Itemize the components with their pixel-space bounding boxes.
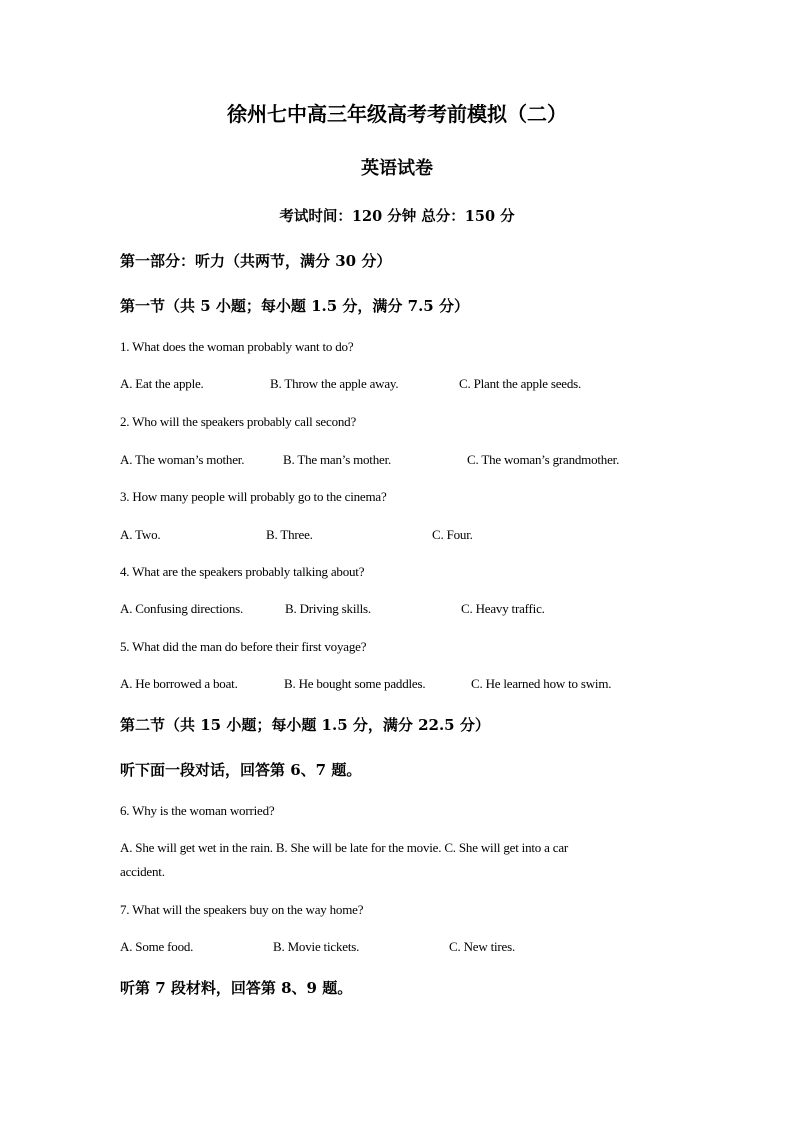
option-b: B. He bought some paddles. <box>284 676 426 691</box>
option-c: C. Four. <box>432 527 473 542</box>
question-stem: 4. What are the speakers probably talking about? <box>120 564 365 579</box>
part-heading: 第一部分：听力（共两节，满分 30 分） <box>120 252 392 270</box>
option-a: A. The woman’s mother. <box>120 452 245 467</box>
options-line: A. She will get wet in the rain. B. She will be late for the movie. C. She will get into a car <box>120 840 569 855</box>
exam-title: 徐州七中高三年级高考考前模拟（二） <box>227 102 567 126</box>
option-c: C. Heavy traffic. <box>461 601 545 616</box>
option-b: B. The man’s mother. <box>283 452 392 467</box>
question-stem: 5. What did the man do before their first voyage? <box>120 639 367 654</box>
option-a: A. Some food. <box>120 939 194 954</box>
exam-info: 考试时间：120 分钟 总分：150 分 <box>279 208 515 225</box>
subject-title: 英语试卷 <box>361 158 433 179</box>
option-c: C. The woman’s grandmother. <box>467 452 620 467</box>
option-a: A. Eat the apple. <box>120 376 204 391</box>
section1-heading: 第一节（共 5 小题；每小题 1.5 分，满分 7.5 分） <box>120 297 469 315</box>
option-b: B. Throw the apple away. <box>270 376 399 391</box>
option-b: B. Driving skills. <box>285 601 371 616</box>
instruction-8-9: 听第 7 段材料，回答第 8、9 题。 <box>120 979 353 997</box>
question-stem: 3. How many people will probably go to the cinema? <box>120 489 387 504</box>
options-line-wrap: accident. <box>120 864 165 879</box>
option-a: A. Confusing directions. <box>120 601 244 616</box>
option-c: C. Plant the apple seeds. <box>459 376 582 391</box>
question-stem: 1. What does the woman probably want to do? <box>120 339 354 354</box>
option-c: C. New tires. <box>449 939 515 954</box>
option-b: B. Three. <box>266 527 313 542</box>
question-stem: 7. What will the speakers buy on the way home? <box>120 902 364 917</box>
question-stem: 2. Who will the speakers probably call second? <box>120 414 357 429</box>
option-c: C. He learned how to swim. <box>471 676 612 691</box>
section2-heading: 第二节（共 15 小题；每小题 1.5 分，满分 22.5 分） <box>120 716 490 734</box>
option-a: A. Two. <box>120 527 161 542</box>
option-a: A. He borrowed a boat. <box>120 676 238 691</box>
question-stem: 6. Why is the woman worried? <box>120 803 275 818</box>
option-b: B. Movie tickets. <box>273 939 360 954</box>
instruction-6-7: 听下面一段对话，回答第 6、7 题。 <box>120 761 362 779</box>
